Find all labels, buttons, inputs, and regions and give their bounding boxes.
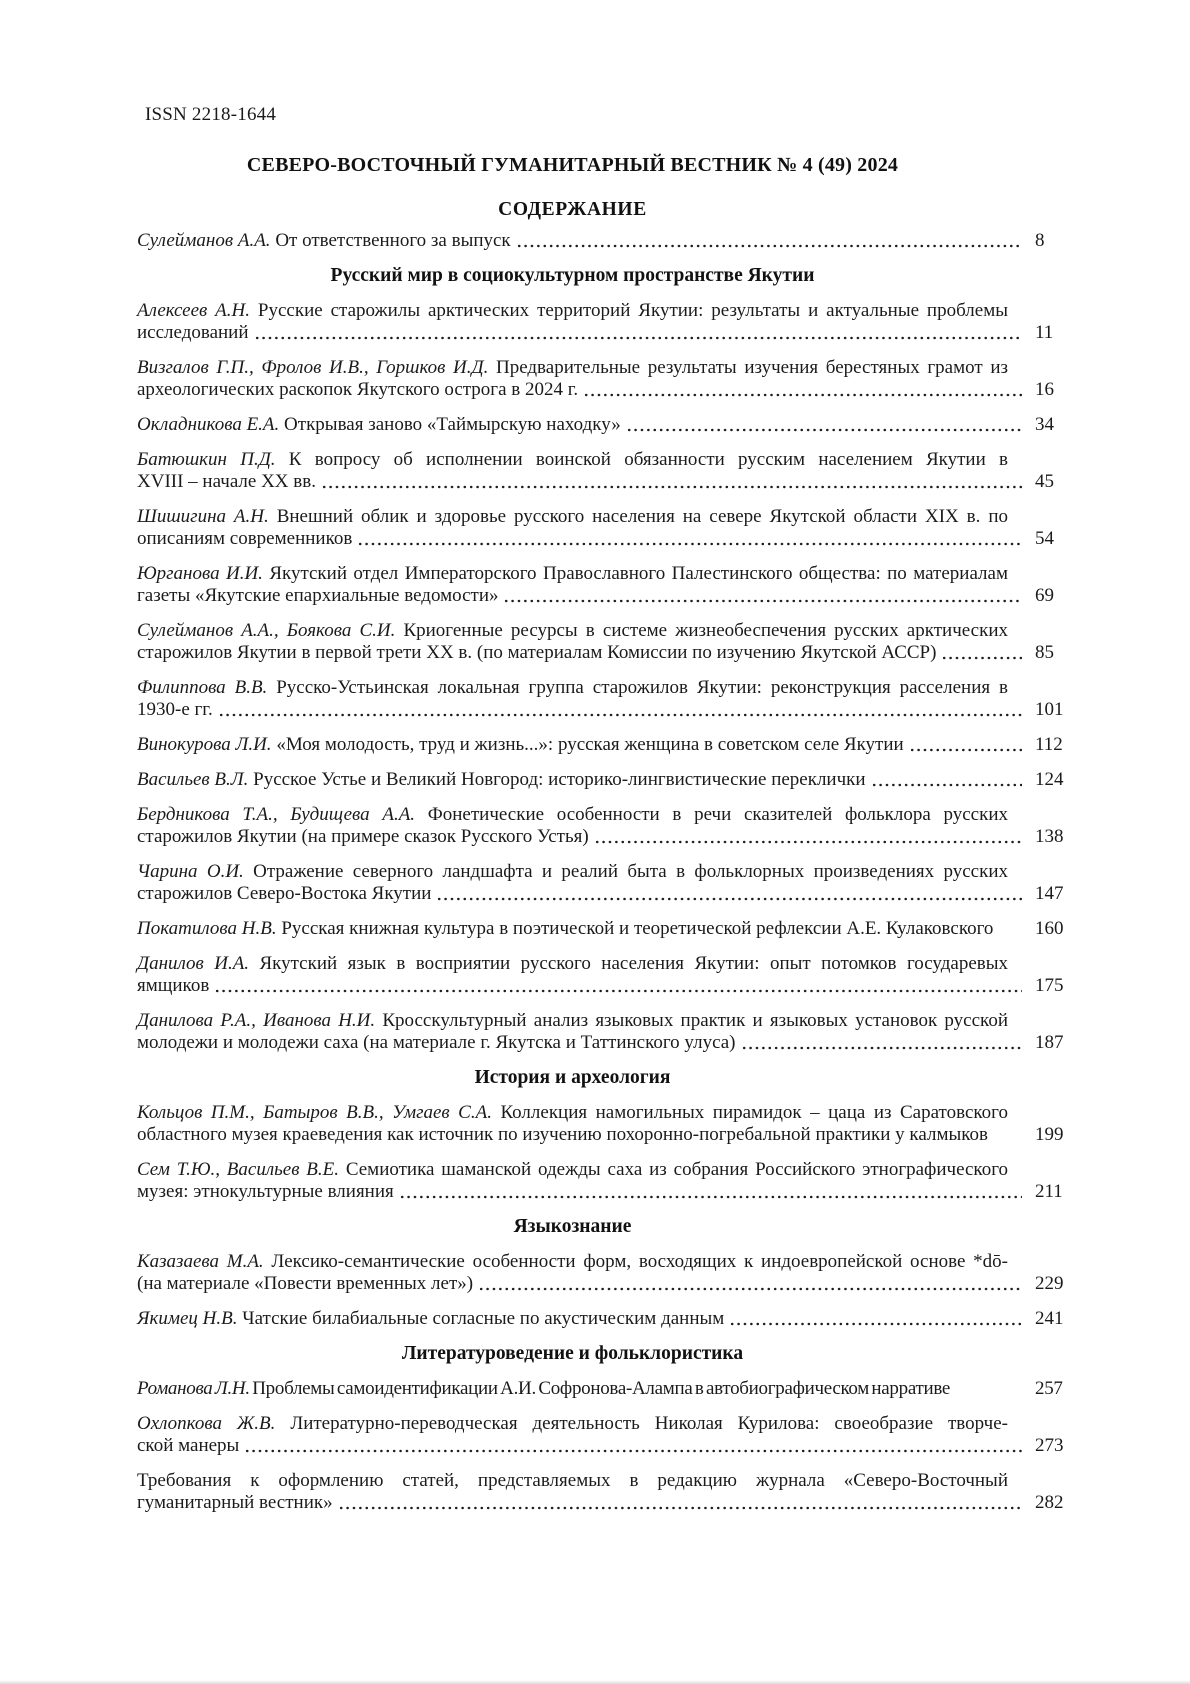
leader-dots bbox=[321, 471, 1022, 493]
page-number: 124 bbox=[1035, 769, 1064, 790]
leader-dots bbox=[729, 1308, 1022, 1330]
entry-text: Шишигина А.Н. Внешний облик и здоровье русского населения на севере Якутской области XIX в. по bbox=[137, 506, 1008, 527]
leader-dots bbox=[955, 1378, 1022, 1400]
entry-authors: Визгалов Г.П., Фролов И.В., Горшков И.Д. bbox=[137, 357, 489, 378]
entry-text: Данилова Р.А., Иванова Н.И. Кросскультурный анализ языковых практик и языковых установок русской bbox=[137, 1010, 1008, 1031]
page-number: 229 bbox=[1035, 1273, 1064, 1294]
entry-text: Батюшкин П.Д. К вопросу об исполнении воинской обязанности русским населением Якутии в bbox=[137, 449, 1008, 470]
entry-line bbox=[137, 357, 1008, 379]
leader-dots bbox=[357, 528, 1022, 550]
entry-line bbox=[137, 300, 1008, 322]
entry-text: описаниям современников bbox=[137, 528, 353, 549]
toc-entry bbox=[137, 769, 1064, 791]
entry-authors: Васильев В.Л. bbox=[137, 769, 249, 790]
leader-dots bbox=[741, 1032, 1023, 1054]
entry-authors: Данилов И.А. bbox=[137, 953, 250, 974]
section-heading: Русский мир в социокультурном пространстве Якутии bbox=[330, 265, 815, 286]
entry-line bbox=[137, 1378, 1008, 1400]
entry-text: Якимец Н.В. Чатские билабиальные согласные по акустическим данным bbox=[137, 1308, 725, 1329]
leader-dots bbox=[338, 1492, 1022, 1514]
entry-text: Покатилова Н.В. Русская книжная культура в поэтической и теоретической рефлексии А.Е. Кулаковского bbox=[137, 918, 994, 939]
page-number: 273 bbox=[1035, 1435, 1064, 1456]
page-number: 241 bbox=[1035, 1308, 1064, 1329]
entry-line bbox=[137, 1413, 1008, 1435]
entry-authors: Якимец Н.В. bbox=[137, 1308, 238, 1329]
entry-line bbox=[137, 918, 1008, 940]
entry-authors: Сем Т.Ю., Васильев В.Е. bbox=[137, 1159, 339, 1180]
entry-line bbox=[137, 1273, 1008, 1295]
entry-authors: Шишигина А.Н. bbox=[137, 506, 269, 527]
entry-text: Романова Л.Н. Проблемы самоидентификации А.И. Софронова-Алампа в автобиографическом нарративе bbox=[137, 1378, 951, 1399]
leader-dots bbox=[516, 230, 1022, 252]
entry-line bbox=[137, 1010, 1008, 1032]
contents-heading: СОДЕРЖАНИЕ bbox=[498, 199, 647, 220]
entry-text: Визгалов Г.П., Фролов И.В., Горшков И.Д. Предварительные результаты изучения берестяных грамот из bbox=[137, 357, 1008, 378]
page-number: 8 bbox=[1035, 230, 1045, 251]
entry-line bbox=[137, 528, 1008, 550]
entry-authors: Казазаева М.А. bbox=[137, 1251, 264, 1272]
entry-line bbox=[137, 1308, 1008, 1330]
entry-line bbox=[137, 953, 1008, 975]
leader-dots bbox=[583, 379, 1022, 401]
page-number: 187 bbox=[1035, 1032, 1064, 1053]
entry-text: Сем Т.Ю., Васильев В.Е. Семиотика шаманской одежды саха из собрания Российского этнографического bbox=[137, 1159, 1009, 1180]
entry-line bbox=[137, 642, 1008, 664]
toc-entry bbox=[137, 1308, 1064, 1330]
entry-text: гуманитарный вестник» bbox=[137, 1492, 333, 1513]
toc-entry bbox=[137, 804, 1064, 848]
entry-line bbox=[137, 826, 1008, 848]
leader-dots bbox=[941, 642, 1022, 664]
entry-authors: Сулейманов А.А. bbox=[137, 230, 271, 251]
toc-entry bbox=[137, 918, 1064, 940]
entry-line bbox=[137, 1159, 1008, 1181]
entry-text: XVIII – начале XX вв. bbox=[137, 471, 316, 492]
entry-line bbox=[137, 1124, 1008, 1146]
toc-entry bbox=[137, 230, 1045, 252]
entry-line bbox=[137, 322, 1008, 344]
entry-line bbox=[137, 677, 1008, 699]
leader-dots bbox=[218, 699, 1022, 721]
entry-text: Чарина О.И. Отражение северного ландшафта и реалий быта в фольклорных произведениях русских bbox=[137, 861, 1008, 882]
page-number: 69 bbox=[1035, 585, 1054, 606]
entry-authors: Винокурова Л.И. bbox=[137, 734, 272, 755]
toc-entry bbox=[137, 1010, 1064, 1054]
entry-line bbox=[137, 563, 1008, 585]
entry-authors: Юрганова И.И. bbox=[137, 563, 263, 584]
entry-line bbox=[137, 471, 1008, 493]
page-number: 160 bbox=[1035, 918, 1064, 939]
entry-authors: Сулейманов А.А., Боякова С.И. bbox=[137, 620, 396, 641]
entry-authors: Охлопкова Ж.В. bbox=[137, 1413, 276, 1434]
entry-line bbox=[137, 769, 1008, 791]
entry-text: Требования к оформлению статей, представляемых в редакцию журнала «Северо-Восточный bbox=[137, 1470, 1008, 1491]
entry-line bbox=[137, 1435, 1008, 1457]
leader-dots bbox=[871, 769, 1022, 791]
entry-text: областного музея краеведения как источник по изучению похоронно-погребальной практики у калмыков bbox=[137, 1124, 988, 1145]
page-number: 282 bbox=[1035, 1492, 1064, 1513]
entry-text: Сулейманов А.А., Боякова С.И. Криогенные ресурсы в системе жизнеобеспечения русских арктических bbox=[137, 620, 1008, 641]
entry-line bbox=[137, 506, 1008, 528]
entry-text: Охлопкова Ж.В. Литературно-переводческая деятельность Николая Курилова: своеобразие творче- bbox=[137, 1413, 1008, 1434]
entry-text: Данилов И.А. Якутский язык в восприятии русского населения Якутии: опыт потомков государевых bbox=[137, 953, 1008, 974]
journal-title: СЕВЕРО-ВОСТОЧНЫЙ ГУМАНИТАРНЫЙ ВЕСТНИК № 4 (49) 2024 bbox=[246, 154, 899, 176]
toc-entry bbox=[137, 734, 1063, 756]
toc-entry bbox=[137, 357, 1054, 401]
entry-text: Сулейманов А.А. От ответственного за выпуск bbox=[137, 230, 511, 251]
toc-entry bbox=[137, 563, 1054, 607]
page-number: 199 bbox=[1035, 1124, 1064, 1145]
toc-entry bbox=[137, 300, 1054, 344]
page-number: 11 bbox=[1035, 322, 1054, 343]
entry-text: Алексеев А.Н. Русские старожилы арктических территорий Якутии: результаты и актуальные проблемы bbox=[137, 300, 1008, 321]
page-number: 54 bbox=[1035, 528, 1054, 549]
content-column bbox=[137, 153, 1064, 1514]
leader-dots bbox=[594, 826, 1022, 848]
section-heading: Языкознание bbox=[513, 1216, 632, 1237]
leader-dots bbox=[399, 1181, 1022, 1203]
toc-entry bbox=[137, 414, 1054, 436]
page-number: 34 bbox=[1035, 414, 1054, 435]
toc-entry bbox=[137, 1470, 1064, 1514]
entry-text: исследований bbox=[137, 322, 249, 343]
toc-entry bbox=[137, 506, 1054, 550]
leader-dots bbox=[478, 1273, 1022, 1295]
page-number: 175 bbox=[1035, 975, 1064, 996]
entry-text: старожилов Северо-Востока Якутии bbox=[137, 883, 432, 904]
entry-text: старожилов Якутии в первой трети XX в. (по материалам Комиссии по изучению Якутской АССР) bbox=[137, 642, 937, 663]
page-number: 85 bbox=[1035, 642, 1054, 663]
toc-entry bbox=[137, 677, 1064, 721]
page-number: 211 bbox=[1035, 1181, 1063, 1202]
entry-text: Филиппова В.В. Русско-Устьинская локальная группа старожилов Якутии: реконструкция расселения в bbox=[137, 677, 1008, 698]
entry-line bbox=[137, 449, 1008, 471]
entry-authors: Алексеев А.Н. bbox=[137, 300, 251, 321]
leader-dots bbox=[626, 414, 1022, 436]
leader-dots bbox=[909, 734, 1022, 756]
toc-list bbox=[137, 230, 1064, 1514]
entry-text: старожилов Якутии (на примере сказок Русского Устья) bbox=[137, 826, 589, 847]
toc-entry bbox=[137, 1378, 1063, 1400]
leader-dots bbox=[214, 975, 1022, 997]
entry-authors: Чарина О.И. bbox=[137, 861, 244, 882]
entry-text: Бердникова Т.А., Будищева А.А. Фонетические особенности в речи сказителей фольклора русских bbox=[137, 804, 1008, 825]
entry-authors: Кольцов П.М., Батыров В.В., Умгаев С.А. bbox=[137, 1102, 492, 1123]
entry-line bbox=[137, 883, 1008, 905]
entry-text: Винокурова Л.И. «Моя молодость, труд и жизнь...»: русская женщина в советском селе Якутии bbox=[137, 734, 904, 755]
entry-line bbox=[137, 1032, 1008, 1054]
scan-edge bbox=[0, 1680, 1190, 1684]
entry-authors: Окладникова Е.А. bbox=[137, 414, 280, 435]
page-number: 45 bbox=[1035, 471, 1054, 492]
issn-number: ISSN 2218-1644 bbox=[145, 104, 277, 125]
entry-line bbox=[137, 699, 1008, 721]
section-heading: История и археология bbox=[474, 1067, 671, 1088]
entry-text: Васильев В.Л. Русское Устье и Великий Новгород: историко-лингвистические переклички bbox=[137, 769, 866, 790]
entry-text: 1930-е гг. bbox=[137, 699, 213, 720]
entry-line bbox=[137, 1492, 1008, 1514]
entry-line bbox=[137, 975, 1008, 997]
entry-text: музея: этнокультурные влияния bbox=[137, 1181, 394, 1202]
entry-line bbox=[137, 585, 1008, 607]
entry-authors: Романова Л.Н. bbox=[137, 1378, 250, 1399]
entry-text: Юрганова И.И. Якутский отдел Императорского Православного Палестинского общества: по материалам bbox=[137, 563, 1008, 584]
entry-line bbox=[137, 804, 1008, 826]
toc-entry bbox=[137, 1159, 1063, 1203]
entry-text: ямщиков bbox=[137, 975, 210, 996]
entry-line bbox=[137, 861, 1008, 883]
entry-authors: Бердникова Т.А., Будищева А.А. bbox=[137, 804, 416, 825]
leader-dots bbox=[503, 585, 1022, 607]
leader-dots bbox=[436, 883, 1022, 905]
entry-line bbox=[137, 1181, 1008, 1203]
toc-entry bbox=[137, 861, 1064, 905]
leader-dots bbox=[254, 322, 1022, 344]
entry-text: Кольцов П.М., Батыров В.В., Умгаев С.А. Коллекция намогильных пирамидок – цаца из Саратовского bbox=[137, 1102, 1008, 1123]
entry-line bbox=[137, 414, 1008, 436]
leader-dots bbox=[998, 918, 1022, 940]
page-number: 101 bbox=[1035, 699, 1064, 720]
toc-entry bbox=[137, 1251, 1064, 1295]
section-heading: Литературоведение и фольклористика bbox=[401, 1343, 744, 1364]
entry-line bbox=[137, 1470, 1008, 1492]
page-number: 147 bbox=[1035, 883, 1064, 904]
leader-dots bbox=[993, 1124, 1022, 1146]
entry-authors: Филиппова В.В. bbox=[137, 677, 268, 698]
entry-authors: Покатилова Н.В. bbox=[137, 918, 277, 939]
entry-line bbox=[137, 1251, 1008, 1273]
page-number: 112 bbox=[1035, 734, 1063, 755]
entry-line bbox=[137, 1102, 1008, 1124]
entry-text: Казазаева М.А. Лексико-семантические особенности форм, восходящих к индоевропейской основе *dō- bbox=[137, 1251, 1008, 1272]
leader-dots bbox=[244, 1435, 1022, 1457]
page-number: 138 bbox=[1035, 826, 1064, 847]
entry-text: газеты «Якутские епархиальные ведомости» bbox=[137, 585, 499, 606]
entry-line bbox=[137, 620, 1008, 642]
entry-authors: Батюшкин П.Д. bbox=[137, 449, 276, 470]
entry-text: молодежи и молодежи саха (на материале г. Якутска и Таттинского улуса) bbox=[137, 1032, 736, 1053]
entry-text: ской манеры bbox=[137, 1435, 240, 1456]
entry-authors: Данилова Р.А., Иванова Н.И. bbox=[137, 1010, 376, 1031]
entry-line bbox=[137, 734, 1008, 756]
toc-entry bbox=[137, 620, 1054, 664]
page-number: 16 bbox=[1035, 379, 1054, 400]
toc-entry bbox=[137, 449, 1054, 493]
entry-line bbox=[137, 230, 1008, 252]
toc-entry bbox=[137, 1102, 1064, 1146]
entry-line bbox=[137, 379, 1008, 401]
entry-text: Окладникова Е.А. Открывая заново «Таймырскую находку» bbox=[137, 414, 621, 435]
toc-entry bbox=[137, 1413, 1064, 1457]
toc-entry bbox=[137, 953, 1064, 997]
entry-text: (на материале «Повести временных лет») bbox=[137, 1273, 474, 1294]
entry-text: археологических раскопок Якутского острога в 2024 г. bbox=[137, 379, 579, 400]
page-number: 257 bbox=[1035, 1378, 1063, 1399]
